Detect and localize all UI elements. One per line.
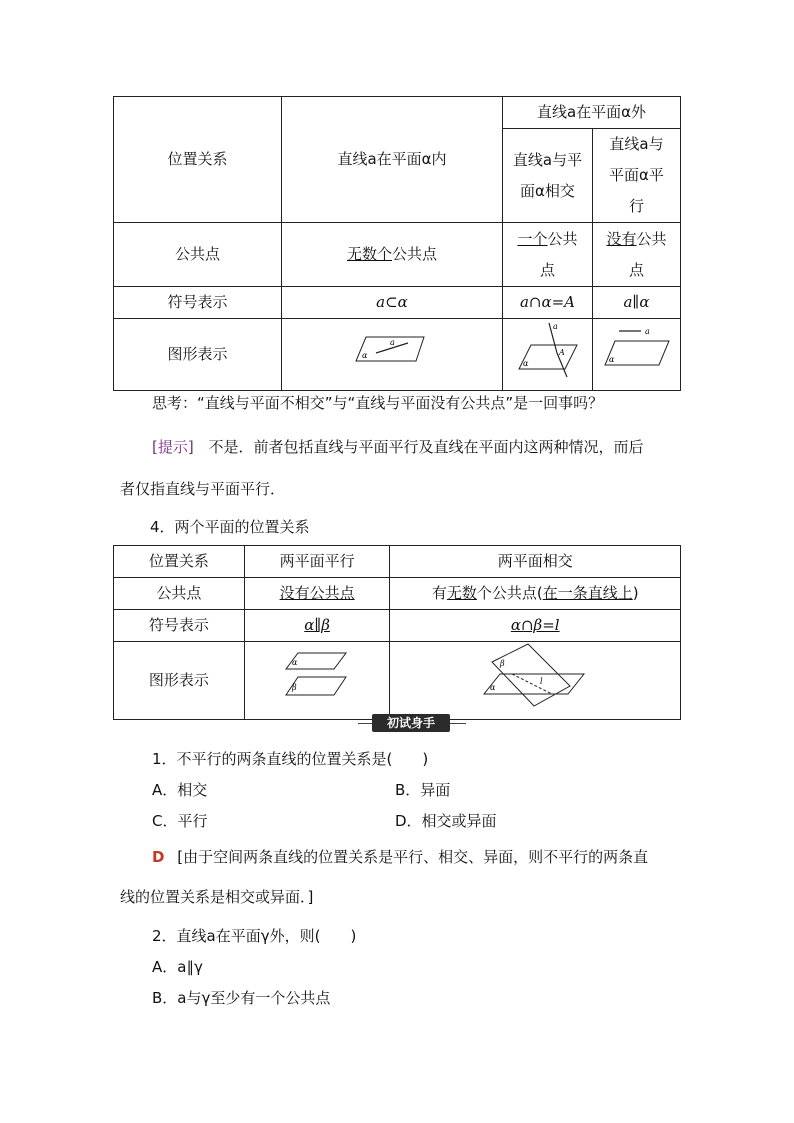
alpha-label: α (490, 683, 496, 692)
common-parallel: 没有公共点 (244, 578, 390, 610)
think-question: 思考：“直线与平面不相交”与“直线与平面没有公共点”是一回事吗？ (152, 394, 604, 412)
line-intersect-plane-figure (513, 319, 583, 379)
badge-divider-right (450, 723, 466, 724)
figure-parallel (593, 319, 681, 391)
q1-option-a: A．相交 (152, 781, 208, 799)
intersecting-planes-figure (480, 642, 590, 708)
alpha-label: α (292, 658, 298, 667)
figure-intersect (503, 319, 593, 391)
header-in-plane: 直线a在平面α内 (282, 97, 503, 223)
common-label: 公共点 (114, 578, 245, 610)
q1-stem: 1．不平行的两条直线的位置关系是( ) (152, 750, 429, 768)
header-parallel: 直线a与 平面α平 行 (593, 129, 681, 223)
q1-option-b: B．异面 (395, 781, 451, 799)
header-relation: 位置关系 (114, 97, 282, 223)
h-parallel: 两平面平行 (244, 546, 390, 578)
beta-label: β (500, 659, 505, 668)
hint-line-2: 者仅指直线与平面平行． (120, 480, 286, 498)
common-point-label: 公共点 (114, 223, 282, 287)
line-label: a (390, 338, 395, 347)
section-title-4: 4．两个平面的位置关系 (150, 518, 310, 536)
common-intersect: 一个公共 点 (503, 223, 593, 287)
plane-label: α (362, 351, 368, 360)
plane-label: α (608, 355, 614, 364)
line-in-plane-figure (352, 333, 432, 365)
header-intersect: 直线a与平 面α相交 (503, 129, 593, 223)
h-intersect: 两平面相交 (390, 546, 681, 578)
hint-tag: [提示] (152, 438, 194, 456)
symbol-intersect: a∩α=A (503, 287, 593, 319)
q1-explain-1: D [由于空间两条直线的位置关系是平行、相交、异面，则不平行的两条直 (152, 848, 649, 866)
q1-answer: D (152, 848, 165, 866)
q2-stem: 2．直线a在平面γ外，则( ) (152, 927, 357, 945)
symbol-label: 符号表示 (114, 287, 282, 319)
figure-in-plane (282, 319, 503, 391)
point-label: A (558, 348, 565, 357)
q2-option-a: A．a∥γ (152, 958, 203, 976)
q1-explain-2: 线的位置关系是相交或异面．] (120, 888, 314, 906)
symbol-parallel: α∥β (244, 610, 390, 642)
parallel-planes-figure (284, 649, 350, 701)
l-label: l (540, 677, 543, 686)
q1-option-c: C．平行 (152, 812, 208, 830)
plane-label: α (522, 359, 528, 368)
common-in-plane: 无数个公共点 (282, 223, 503, 287)
practice-badge-wrap (358, 714, 466, 734)
common-parallel: 没有公共 点 (593, 223, 681, 287)
figure-label: 图形表示 (114, 642, 245, 720)
figure-intersect (390, 642, 681, 720)
beta-label: β (292, 683, 297, 692)
symbol-label: 符号表示 (114, 610, 245, 642)
plane-plane-relation-table (113, 545, 681, 720)
h-relation: 位置关系 (114, 546, 245, 578)
figure-label: 图形表示 (114, 319, 282, 391)
q2-option-b: B．a与γ至少有一个公共点 (152, 989, 331, 1007)
line-label: a (552, 322, 558, 331)
symbol-in-plane: a⊂α (282, 287, 503, 319)
symbol-intersect: α∩β=l (390, 610, 681, 642)
q1-option-d: D．相交或异面 (395, 812, 497, 830)
figure-parallel (244, 642, 390, 720)
line-parallel-plane-figure (601, 325, 673, 373)
practice-badge: 初试身手 (372, 714, 450, 732)
line-label: a (644, 327, 650, 336)
hint-line-1: [提示] 不是．前者包括直线与平面平行及直线在平面内这两种情况，而后 (152, 438, 644, 456)
header-outside: 直线a在平面α外 (503, 97, 681, 129)
common-intersect: 有无数个公共点(在一条直线上) (390, 578, 681, 610)
line-plane-relation-table (113, 96, 681, 391)
symbol-parallel: a∥α (593, 287, 681, 319)
